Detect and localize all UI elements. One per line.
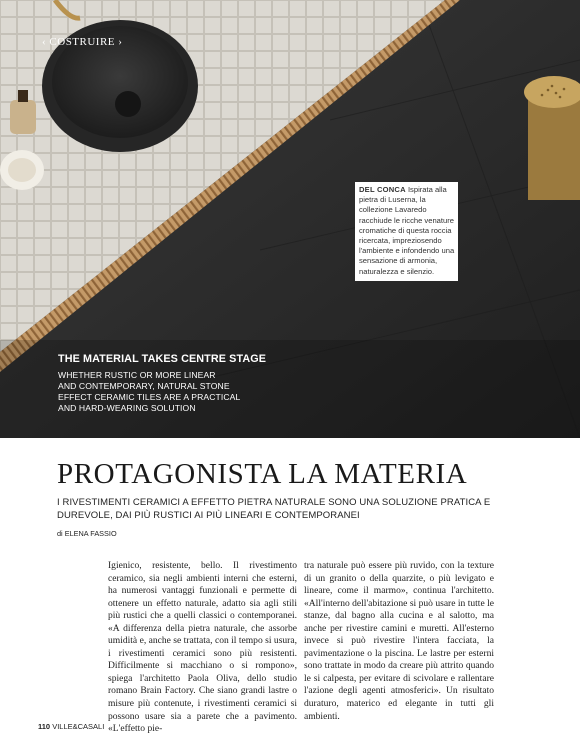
byline: di ELENA FASSIO — [57, 529, 117, 538]
page-title: PROTAGONISTA LA MATERIA — [57, 458, 468, 490]
english-title: THE MATERIAL TAKES CENTRE STAGE — [58, 353, 267, 365]
magazine-name: VILLE&CASALI — [52, 722, 105, 731]
section-tag: ‹ COSTRUIRE › — [42, 36, 123, 48]
english-subtitle: WHETHER RUSTIC OR MORE LINEAR AND CONTEMPORARY, NATURAL STONE EFFECT CERAMIC TILES ARE A PRACTICAL AND HARD-WEARING SOLUTION — [58, 370, 241, 413]
page-number: 110 — [38, 722, 51, 731]
body-column-1: Igienico, resistente, bello. Il rivestimento ceramico, sia negli ambienti interni che esterni, ha numerosi vantaggi funzionali e permette di ottenere un effetto naturale, adatto sia agli stili più rustici che a quelli classici o contemporanei. «A differenza della pietra naturale, che assorbe umidità e, anche se trattata, con il tempo si usura, i rivestimenti ceramici sono più resistenti. Difficilmente si macchiano o si rompono», spiega l'architetto Paola Oliva, dello studio romano Brain Factory. Che siano grandi lastre o misure più contenute, i rivestimenti ceramici si possono usare sia a parete che a pavimento. «L'effetto pie- — [108, 560, 297, 735]
caption-text: Ispirata alla pietra di Luserna, la collezione Lavaredo racchiude le ricche venature cromatiche di questa roccia ricercata, impreziosendo l'ambiente e infondendo una sensazione di armonia, naturalezza e silenzio. — [359, 185, 455, 276]
page-folio — [38, 722, 104, 731]
photo-caption — [355, 182, 458, 281]
caption-brand: DEL CONCA — [359, 185, 406, 194]
article-deck: I RIVESTIMENTI CERAMICI A EFFETTO PIETRA NATURALE SONO UNA SOLUZIONE PRATICA E DUREVOLE, DAI PIÙ RUSTICI AI PIÙ LINEARI E CONTEMPORANEI — [57, 497, 491, 521]
body-column-2: tra naturale può essere più ruvido, con la texture di un granito o della quarzite, o più levigato e lineare, come il marmo», continua l'architetto. «All'interno dell'abitazione si può usare in tutte le stanze, dal bagno alla cucina e al salotto, ma anche per rivestire camini e muretti. All'esterno invece si può rivestire l'intera facciata, la pavimentazione o la piscina. Le lastre per esterni sono trattate in modo da creare più attrito quando le si calpesta, per evitare di scivolare e rallentare l'azione degli agenti atmosferici». Un risultato duraturo, materico ed elegante in tutti gli ambienti. — [304, 560, 494, 722]
